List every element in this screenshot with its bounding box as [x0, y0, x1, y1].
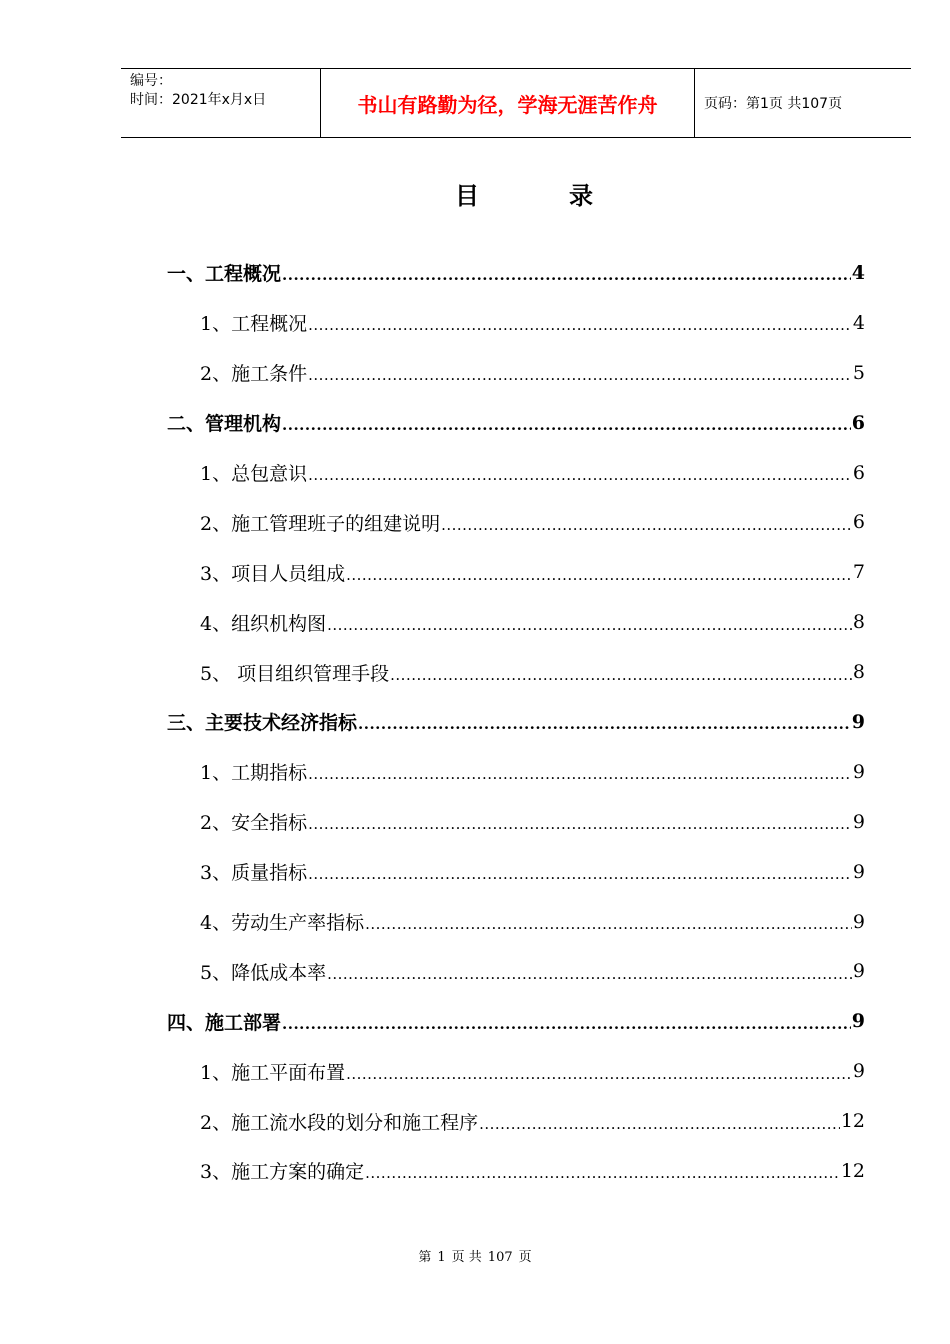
toc-entry-page: 9 [852, 1060, 865, 1083]
toc-entry-page: 9 [852, 960, 865, 983]
toc-entry-page: 9 [852, 810, 865, 833]
toc-leader-dots [282, 1012, 851, 1031]
toc-entry[interactable] [167, 547, 865, 597]
toc-leader-dots [308, 762, 852, 781]
toc-leader-dots [327, 613, 852, 632]
toc-leader-dots [308, 313, 852, 332]
toc-entry-page: 12 [840, 1110, 865, 1133]
footer-prefix: 第 [418, 1250, 432, 1265]
header-page-info: 页码：第1页 共107页 [704, 96, 843, 112]
toc-entry-text: 三、主要技术经济指标 [167, 712, 358, 735]
toc-entry-page: 9 [852, 910, 865, 933]
toc-entry-text: 2、施工流水段的划分和施工程序 [200, 1111, 479, 1134]
toc-entry-page: 5 [852, 361, 865, 384]
toc-leader-dots [282, 263, 851, 282]
toc-entry[interactable] [167, 398, 865, 448]
toc-entry[interactable] [167, 448, 865, 498]
toc-leader-dots [365, 912, 852, 931]
toc-entry[interactable] [167, 897, 865, 947]
header-motto: 书山有路勤为径，学海无涯苦作舟 [321, 69, 695, 137]
toc-entry-page: 6 [852, 511, 865, 534]
document-number-label: 编号： [130, 73, 172, 89]
toc-entry[interactable] [167, 298, 865, 348]
footer-mid: 页 共 [451, 1250, 482, 1265]
toc-title: 目录 [455, 182, 683, 210]
toc-entry[interactable] [167, 697, 865, 747]
toc-entry-text: 5、降低成本率 [200, 961, 327, 984]
toc-leader-dots [308, 862, 852, 881]
toc-entry-page: 6 [851, 411, 865, 434]
toc-entry[interactable] [167, 1046, 865, 1096]
toc-entry-text: 1、工程概况 [200, 313, 308, 336]
toc-entry[interactable] [167, 747, 865, 797]
toc-entry-page: 9 [851, 710, 865, 733]
toc-entry-text: 3、施工方案的确定 [200, 1161, 365, 1184]
toc-entry-text: 2、安全指标 [200, 812, 308, 835]
toc-entry-text: 5、 项目组织管理手段 [200, 662, 390, 685]
toc-entry-page: 9 [852, 760, 865, 783]
toc-entry-page: 9 [852, 860, 865, 883]
toc-entry[interactable] [167, 996, 865, 1046]
toc-leader-dots [346, 563, 852, 582]
toc-entry-page: 8 [852, 611, 865, 634]
toc-leader-dots [390, 663, 852, 682]
toc-entry[interactable] [167, 1146, 865, 1196]
toc-entry-text: 一、工程概况 [167, 263, 282, 286]
toc-entry-text: 3、项目人员组成 [200, 562, 346, 585]
toc-entry[interactable] [167, 1096, 865, 1146]
toc-entry-text: 3、质量指标 [200, 862, 308, 885]
toc-entry[interactable] [167, 847, 865, 897]
page-footer [0, 1246, 950, 1265]
toc-entry[interactable] [167, 497, 865, 547]
toc-entry-text: 4、组织机构图 [200, 612, 327, 635]
toc-entry-text: 1、总包意识 [200, 463, 308, 485]
toc-entry-text: 4、劳动生产率指标 [200, 912, 365, 935]
toc-leader-dots [282, 413, 851, 432]
footer-suffix: 页 [518, 1250, 532, 1265]
toc-leader-dots [346, 1062, 852, 1081]
toc-entry[interactable] [167, 946, 865, 996]
toc-entry-page: 4 [852, 311, 865, 334]
toc-leader-dots [479, 1112, 840, 1131]
toc-entry[interactable] [167, 597, 865, 647]
toc-leader-dots [308, 463, 852, 482]
toc-leader-dots [441, 513, 852, 532]
toc-entry-page: 9 [851, 1010, 865, 1033]
toc-leader-dots [327, 962, 852, 981]
footer-current-page: 1 [437, 1250, 446, 1265]
toc-entry-text: 2、施工条件 [200, 363, 308, 386]
toc-leader-dots [308, 812, 852, 831]
toc-entry[interactable] [167, 248, 865, 298]
toc-entry-text: 1、工期指标 [200, 762, 308, 785]
header-meta [121, 69, 321, 137]
toc-entry-text: 二、管理机构 [167, 413, 282, 436]
table-of-contents [167, 248, 865, 1196]
toc-entry[interactable] [167, 647, 865, 697]
toc-entry[interactable] [167, 348, 865, 398]
toc-leader-dots [308, 363, 852, 382]
toc-entry-page: 8 [852, 661, 865, 684]
toc-leader-dots [358, 712, 851, 731]
footer-total-pages: 107 [487, 1250, 513, 1265]
toc-entry-text: 四、施工部署 [167, 1011, 282, 1034]
toc-entry-page: 4 [851, 261, 865, 284]
toc-entry-page: 6 [852, 461, 865, 484]
toc-entry[interactable] [167, 797, 865, 847]
toc-entry-page: 12 [840, 1159, 865, 1182]
toc-entry-text: 2、施工管理班子的组建说明 [200, 512, 441, 535]
toc-entry-text: 1、施工平面布置 [200, 1061, 346, 1084]
page-header [121, 68, 911, 138]
document-time-label: 时间：2021年x月x日 [130, 92, 267, 108]
toc-leader-dots [365, 1161, 840, 1180]
toc-entry-page: 7 [852, 561, 865, 584]
